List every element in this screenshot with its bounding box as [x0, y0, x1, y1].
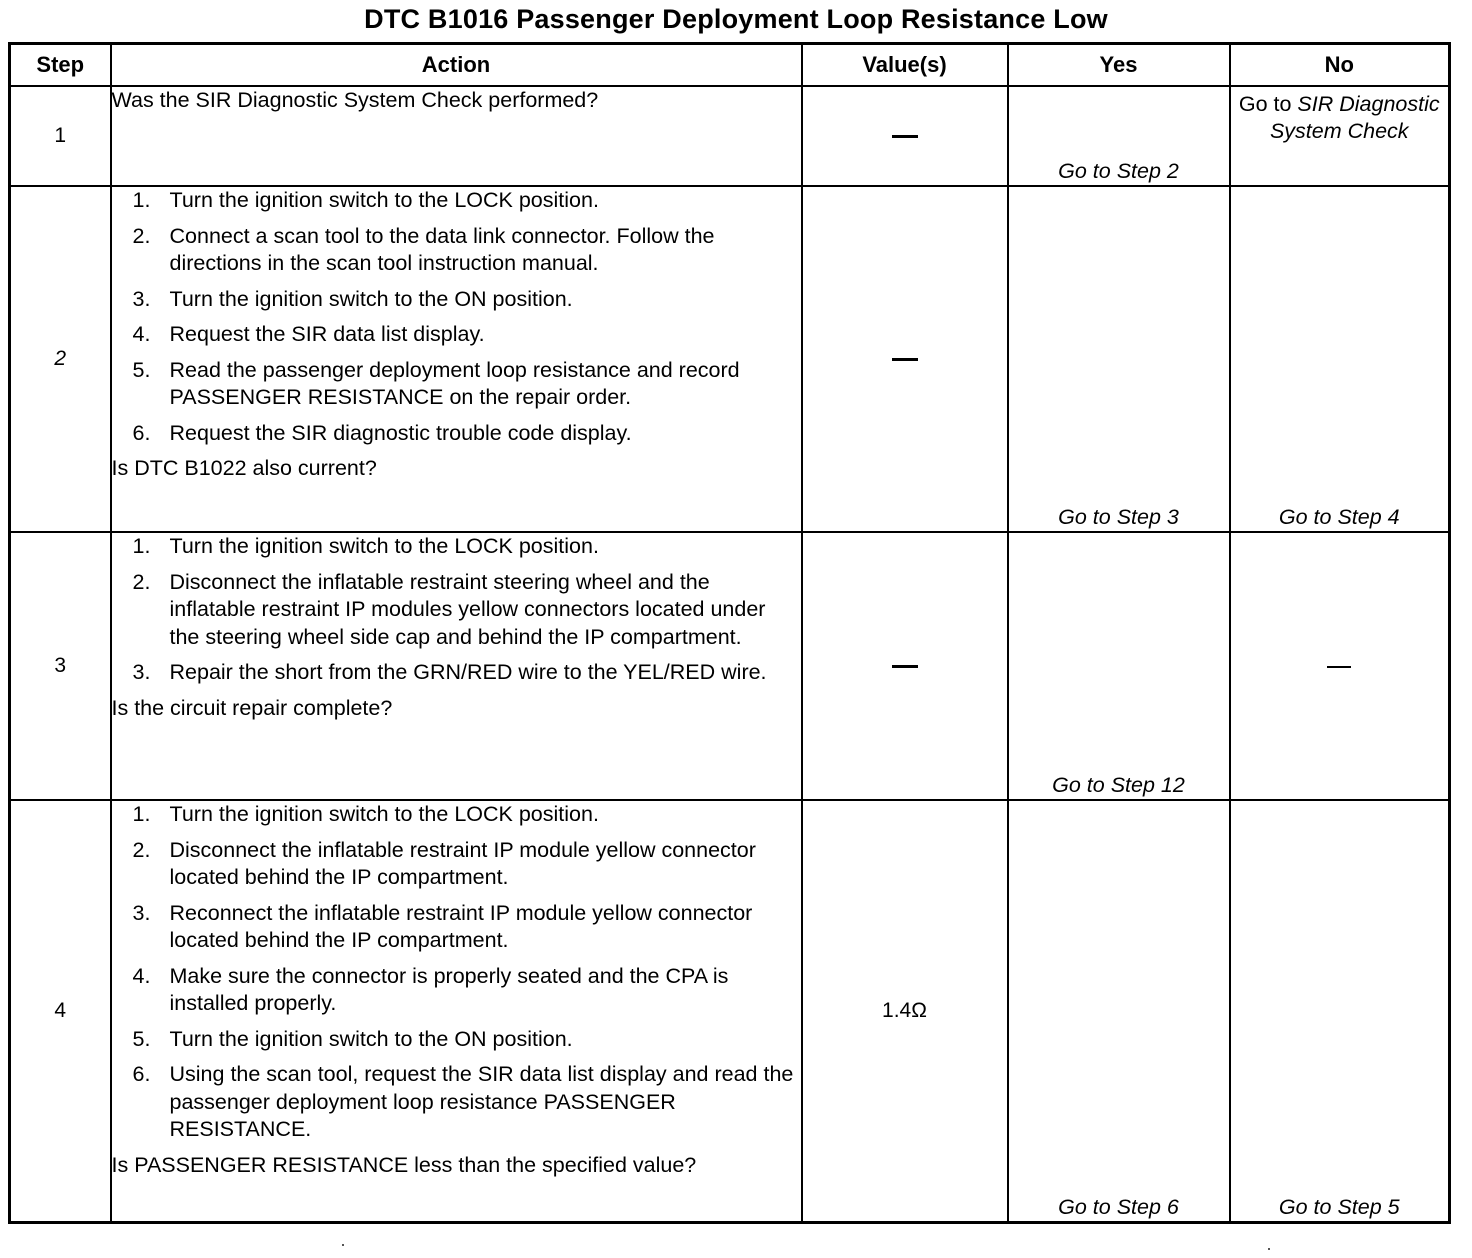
- list-item: 4. Request the SIR data list display.: [132, 322, 485, 346]
- no-link[interactable]: Go to Step 5: [1230, 800, 1450, 1223]
- list-item: 1. Turn the ignition switch to the LOCK position.: [132, 188, 599, 212]
- no-cell: [1230, 532, 1450, 800]
- list-item: 5. Turn the ignition switch to the ON position.: [132, 1026, 573, 1051]
- value-dash: [892, 665, 918, 668]
- table-row: [10, 86, 1450, 186]
- action-list: [112, 533, 801, 687]
- step-number: 3: [10, 532, 111, 800]
- scan-speck: [1268, 1248, 1270, 1250]
- document-title: DTC B1016 Passenger Deployment Loop Resistance Low: [364, 4, 1108, 34]
- table-row: [10, 186, 1450, 532]
- value-cell: [802, 186, 1008, 532]
- action-question: Is the circuit repair complete?: [111, 695, 393, 720]
- action-list: [112, 801, 801, 1144]
- no-link-prefix: Go to: [1238, 92, 1298, 116]
- action-question: Was the SIR Diagnostic System Check performed?: [111, 88, 599, 112]
- value-cell: [802, 532, 1008, 800]
- table-row: [10, 532, 1450, 800]
- no-link[interactable]: Go to Step 4: [1230, 186, 1450, 532]
- scan-speck: [342, 1244, 344, 1246]
- value-cell: [802, 86, 1008, 186]
- action-cell: [111, 532, 802, 800]
- step-number: 4: [10, 800, 111, 1223]
- diagnostic-table: [8, 42, 1451, 1224]
- table-row: [10, 800, 1450, 1223]
- list-item: 1. Turn the ignition switch to the LOCK position.: [132, 802, 599, 826]
- list-item: 3. Reconnect the inflatable restraint IP module yellow connector located behind the IP compartment.: [132, 900, 753, 952]
- list-item: 2. Connect a scan tool to the data link connector. Follow the directions in the scan tool instruction manual.: [132, 223, 715, 275]
- header-action: Action: [111, 44, 802, 87]
- yes-link[interactable]: Go to Step 6: [1008, 800, 1230, 1223]
- no-dash: [1327, 666, 1351, 668]
- list-item: 5. Read the passenger deployment loop resistance and record PASSENGER RESISTANCE on the repair order.: [132, 357, 740, 409]
- list-item: 3. Turn the ignition switch to the ON position.: [132, 286, 573, 311]
- yes-link[interactable]: Go to Step 12: [1008, 532, 1230, 800]
- yes-link[interactable]: Go to Step 3: [1008, 186, 1230, 532]
- step-number: 2: [10, 186, 111, 532]
- value-cell: 1.4Ω: [802, 800, 1008, 1223]
- list-item: 1. Turn the ignition switch to the LOCK position.: [132, 534, 599, 558]
- no-link-target: SIR Diagnostic System Check: [1269, 92, 1440, 143]
- list-item: 2. Disconnect the inflatable restraint steering wheel and the inflatable restraint IP modules yellow connectors located under the steering wheel side cap and behind the IP compartment.: [132, 569, 766, 649]
- action-cell: [111, 800, 802, 1223]
- action-question: Is DTC B1022 also current?: [111, 456, 377, 480]
- value-dash: [892, 358, 918, 361]
- list-item: 2. Disconnect the inflatable restraint IP module yellow connector located behind the IP compartment.: [132, 837, 756, 889]
- header-yes: Yes: [1008, 44, 1230, 87]
- action-cell: [111, 86, 802, 186]
- step-number: 1: [10, 86, 111, 186]
- no-link[interactable]: [1230, 86, 1450, 186]
- list-item: 6. Using the scan tool, request the SIR data list display and read the passenger deployment loop resistance PASSENGER RESISTANCE.: [132, 1062, 794, 1141]
- header-no: No: [1230, 44, 1450, 87]
- list-item: 3. Repair the short from the GRN/RED wire to the YEL/RED wire.: [132, 660, 767, 684]
- list-item: 4. Make sure the connector is properly seated and the CPA is installed properly.: [132, 963, 729, 1015]
- value-dash: [892, 135, 918, 138]
- yes-link[interactable]: Go to Step 2: [1008, 86, 1230, 186]
- action-list: [112, 187, 801, 447]
- action-question: Is PASSENGER RESISTANCE less than the specified value?: [111, 1152, 697, 1177]
- table-header-row: [10, 44, 1450, 87]
- action-cell: [111, 186, 802, 532]
- list-item: 6. Request the SIR diagnostic trouble code display.: [132, 420, 632, 445]
- header-values: Value(s): [802, 44, 1008, 87]
- header-step: Step: [10, 44, 111, 87]
